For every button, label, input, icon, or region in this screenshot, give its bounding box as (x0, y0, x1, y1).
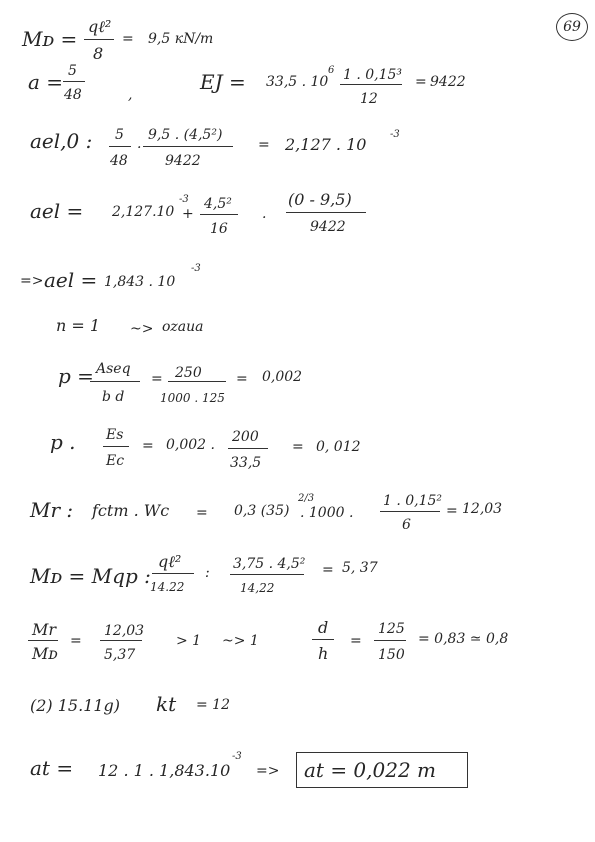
frac2-denominator: 33,5 (230, 455, 262, 471)
md-mqp-label: Mᴅ = Mqp : (30, 564, 151, 588)
a-numerator: 5 (68, 63, 77, 79)
frac2-denominator: 14,22 (240, 581, 275, 595)
frac-denominator: 6 (402, 517, 411, 533)
equals: = (446, 503, 458, 519)
frac1-numerator: qℓ² (158, 552, 182, 571)
page-number-circle (556, 13, 588, 41)
plus: + (182, 206, 194, 222)
md-denominator: 8 (93, 44, 104, 63)
frac4-numerator: 125 (378, 621, 405, 637)
ael-result-exponent: -3 (191, 263, 201, 274)
ael-result: 1,843 . 10 (104, 274, 176, 290)
frac2-numerator: (0 - 9,5) (288, 190, 352, 209)
mr-formula: fctm . Wc (92, 501, 170, 520)
mr-exponent: 2/3 (298, 493, 315, 504)
frac2-numerator: 9,5 . (4,5²) (148, 127, 223, 143)
fraction-bar (100, 640, 142, 641)
fraction-bar (63, 81, 85, 82)
ael0-exponent: -3 (390, 129, 400, 140)
frac2-denominator: 5,37 (104, 647, 136, 663)
a-label: a = (28, 70, 64, 94)
fraction-bar (312, 639, 334, 640)
equals: = (292, 439, 304, 455)
frac1-numerator: Mr (32, 620, 57, 639)
fraction-bar (84, 39, 114, 40)
frac4-denominator: 150 (378, 647, 405, 663)
equals: = (122, 31, 134, 47)
fraction-bar (143, 146, 233, 147)
rho-label: p = (58, 364, 94, 388)
page-number: 69 (563, 19, 581, 35)
md-label: Мᴅ = (22, 27, 78, 51)
equals: = (415, 74, 427, 90)
frac1-denominator: 14.22 (150, 580, 185, 594)
separator: , (128, 87, 133, 103)
frac1-denominator: Ec (106, 453, 125, 469)
n-value: n = 1 (56, 316, 101, 335)
equals: = (142, 438, 154, 454)
fraction-bar (286, 212, 366, 213)
fraction-bar (168, 381, 226, 382)
frac2-numerator: 12,03 (104, 623, 145, 639)
a-denominator: 48 (64, 87, 82, 103)
frac3-denominator: h (318, 644, 329, 663)
kt-value: = 12 (196, 697, 230, 713)
equals: = (322, 562, 334, 578)
equals: = (151, 371, 163, 387)
frac2-numerator: 250 (175, 365, 202, 381)
rho-alpha-label: p . (50, 430, 76, 454)
frac1-numerator: 5 (115, 127, 124, 143)
at-expression: 12 . 1 . 1,843.10 (98, 761, 231, 780)
fraction-bar (103, 446, 129, 447)
ael-label: ael = (30, 199, 84, 223)
n-note: ozaua (162, 319, 204, 335)
ael-label: ael = (44, 268, 98, 292)
frac1-denominator: b d (102, 389, 125, 405)
frac1-numerator: 4,5² (204, 196, 232, 212)
equals: : (205, 565, 210, 581)
frac2-numerator: 3,75 . 4,5² (233, 556, 306, 572)
md-value: 9,5 кN/m (148, 31, 214, 47)
frac2-denominator: 9422 (310, 219, 346, 235)
rho-value: 0,002 (262, 369, 303, 385)
fraction-bar (152, 573, 194, 574)
final-answer: at = 0,022 m (304, 758, 437, 782)
frac2-denominator: 1000 . 125 (160, 391, 225, 405)
implies-arrow: => (20, 273, 44, 289)
equals: = (350, 633, 362, 649)
ael-term1: 2,127.10 (112, 204, 175, 220)
md-value: 5, 37 (342, 560, 378, 576)
fraction-bar (380, 511, 440, 512)
mr-expression: 0,3 (35) (234, 503, 290, 519)
equals: = (236, 371, 248, 387)
ei-value: 33,5 . 10 (266, 74, 329, 90)
rho-alpha-value: 0, 012 (316, 439, 361, 455)
mr-expression-cont: . 1000 . (300, 505, 354, 521)
dot: . (137, 136, 142, 152)
fraction-bar (200, 214, 238, 215)
frac1-numerator: Es (106, 427, 124, 443)
equals: = (70, 633, 82, 649)
ei-numerator: 1 . 0,15³ (343, 67, 403, 83)
squiggle-arrow: ~> 1 (222, 633, 259, 649)
dot: . (262, 206, 267, 222)
ei-denominator: 12 (360, 91, 378, 107)
frac1-denominator: 48 (110, 153, 128, 169)
implies-arrow: => (256, 763, 280, 779)
table-reference: (2) 15.11g) (30, 696, 121, 715)
ei-label: EJ = (200, 70, 246, 94)
fraction-bar (374, 640, 406, 641)
mr-label: Mr : (30, 498, 74, 522)
frac2-numerator: 200 (232, 429, 259, 445)
squiggle-arrow: ~> (130, 321, 154, 337)
frac-numerator: 1 . 0,15² (383, 493, 443, 509)
rho-mid-value: 0,002 . (166, 437, 215, 453)
fraction-bar (230, 574, 304, 575)
frac2-denominator: 9422 (165, 153, 201, 169)
fraction-bar (28, 640, 58, 641)
at-label: at = (30, 756, 74, 780)
ael0-label: ael,0 : (30, 129, 93, 153)
ei-result: 9422 (430, 74, 466, 90)
kt-label: kt (156, 692, 177, 716)
at-exponent: -3 (232, 751, 242, 762)
fraction-bar (90, 381, 140, 382)
equals: = (196, 505, 208, 521)
frac3-numerator: d (318, 618, 329, 637)
ei-exponent: 6 (328, 65, 335, 76)
fraction-bar (340, 84, 402, 85)
ael-term1-exponent: -3 (179, 194, 189, 205)
ratio-result: = 0,83 ≃ 0,8 (418, 631, 509, 647)
ael0-value: 2,127 . 10 (285, 135, 367, 154)
equals: = (258, 137, 270, 153)
mr-value: 12,03 (462, 501, 503, 517)
frac1-numerator: Aseq (96, 361, 131, 377)
fraction-bar (109, 146, 131, 147)
frac1-denominator: 16 (210, 221, 228, 237)
md-numerator: qℓ² (88, 17, 112, 36)
comparison: > 1 (176, 633, 202, 649)
frac1-denominator: Mᴅ (32, 644, 58, 663)
fraction-bar (228, 448, 268, 449)
